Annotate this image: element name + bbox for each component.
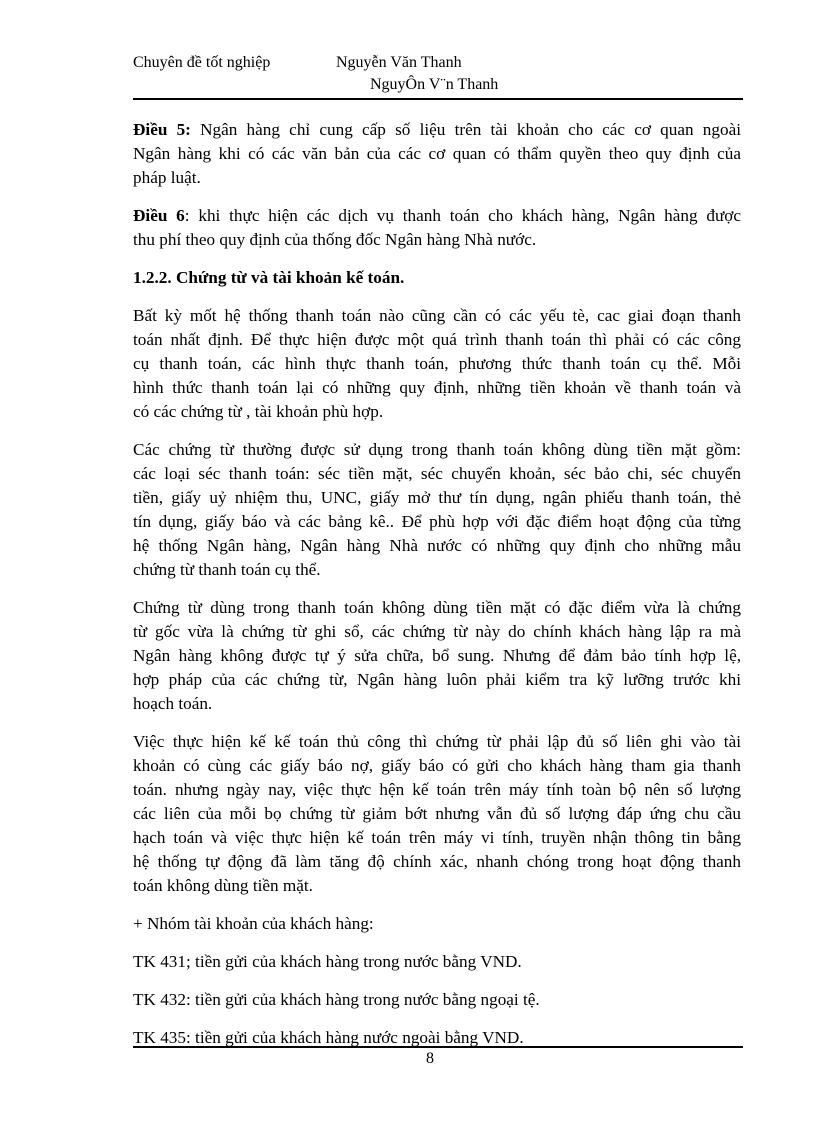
page-header bbox=[133, 54, 743, 100]
article-6-label: Điều 6 bbox=[133, 206, 185, 225]
paragraph-line: hình thức thanh toán lại có những quy định, những tiền khoản về thanh toán và bbox=[133, 378, 741, 397]
header-rule bbox=[133, 98, 743, 100]
paragraph-4 bbox=[133, 730, 741, 898]
paragraph-line: khoản có cùng các giấy báo nợ, giấy báo có gửi cho khách hàng tham gia thanh bbox=[133, 756, 741, 775]
document-body bbox=[133, 118, 741, 1050]
paragraph-line: tiền, giấy uỷ nhiệm thu, UNC, giấy mở thư tín dụng, ngân phiếu thanh toán, thẻ bbox=[133, 488, 741, 507]
paragraph-line: hệ thống Ngân hàng, Ngân hàng Nhà nước có những quy định cho những mẫu bbox=[133, 536, 741, 555]
footer-rule bbox=[133, 1046, 743, 1048]
account-item: TK 435: tiền gửi của khách hàng nước ngoài bằng VND. bbox=[133, 1028, 524, 1047]
paragraph-line: các loại séc thanh toán: séc tiền mặt, séc chuyển khoản, séc bảo chi, séc chuyển bbox=[133, 464, 741, 483]
paragraph-line: từ gốc vừa là chứng từ ghi sổ, các chứng từ này do chính khách hàng lập ra mà bbox=[133, 622, 741, 641]
paragraph-line: hệ thống tự động đã làm tăng độ chính xác, nhanh chóng trong hoạt động thanh bbox=[133, 852, 741, 871]
paragraph-line: Các chứng từ thường được sử dụng trong thanh toán không dùng tiền mặt gồm: bbox=[133, 440, 741, 459]
article-6 bbox=[133, 204, 741, 252]
header-author: Nguyễn Văn Thanh bbox=[336, 54, 462, 71]
paragraph-line: chứng từ thanh toán cụ thể. bbox=[133, 560, 321, 579]
article-5-line-1: Ngân hàng chỉ cung cấp số liệu trên tài khoản cho các cơ quan ngoài bbox=[190, 120, 741, 139]
paragraph-3 bbox=[133, 596, 741, 716]
article-5-label: Điều 5: bbox=[133, 120, 191, 139]
account-item: TK 432: tiền gửi của khách hàng trong nước bằng ngoại tệ. bbox=[133, 990, 540, 1009]
paragraph-line: hợp pháp của các chứng từ, Ngân hàng luôn phải kiểm tra kỹ lưỡng trước khi bbox=[133, 670, 741, 689]
page-number: 8 bbox=[426, 1050, 434, 1067]
paragraph-line: toán. nhưng ngày nay, việc thực hện kế toán trên máy tính toàn bộ nên số lượng bbox=[133, 780, 741, 799]
paragraph-line: Chứng từ dùng trong thanh toán không dùng tiền mặt có đặc điểm vừa là chứng bbox=[133, 598, 741, 617]
paragraph-line: hoạch toán. bbox=[133, 694, 213, 713]
paragraph-line: cụ thanh toán, các hình thực thanh toán, phương thức thanh toán cụ thể. Mỗi bbox=[133, 354, 741, 373]
section-heading: 1.2.2. Chứng từ và tài khoản kế toán. bbox=[133, 268, 405, 287]
paragraph-line: Ngân hàng không được tự ý sửa chữa, bổ sung. Nhưng để đảm bảo tính hợp lệ, bbox=[133, 646, 741, 665]
header-title: Chuyên đề tốt nghiệp bbox=[133, 54, 271, 71]
article-6-line-1: : khi thực hiện các dịch vụ thanh toán cho khách hàng, Ngân hàng được bbox=[184, 206, 741, 225]
article-6-line-2: thu phí theo quy định của thống đốc Ngân hàng Nhà nước. bbox=[133, 230, 537, 249]
paragraph-line: tín dụng, giấy báo và các bảng kê.. Để phù hợp với đặc điểm hoạt động của từng bbox=[133, 512, 741, 531]
account-item: TK 431; tiền gửi của khách hàng trong nước bằng VND. bbox=[133, 952, 522, 971]
paragraph-line: hạch toán và việc thực hiện kế toán trên máy vi tính, truyền nhận thông tin bằng bbox=[133, 828, 741, 847]
paragraph-line: có các chứng từ , tài khoản phù hợp. bbox=[133, 402, 384, 421]
paragraph-line: các liên của mỗi bọ chứng từ giảm bớt nhưng vẫn đủ số lượng đáp ứng chu cầu bbox=[133, 804, 741, 823]
paragraph-line: Việc thực hiện kế kế toán thủ công thì chứng từ phải lập đủ số liên ghi vào tài bbox=[133, 732, 741, 751]
article-5-line-3: pháp luật. bbox=[133, 168, 201, 187]
group-heading: + Nhóm tài khoản của khách hàng: bbox=[133, 914, 374, 933]
paragraph-2 bbox=[133, 438, 741, 582]
header-author-garbled: NguyÔn V¨n Thanh bbox=[370, 76, 499, 93]
article-5-line-2: Ngân hàng khi có các văn bản của các cơ quan có thẩm quyền theo quy định của bbox=[133, 144, 741, 163]
article-5 bbox=[133, 118, 741, 190]
paragraph-line: toán không dùng tiền mặt. bbox=[133, 876, 313, 895]
paragraph-1 bbox=[133, 304, 741, 424]
paragraph-line: Bất kỳ mốt hệ thống thanh toán nào cũng cần có các yếu tè, cac giai đoạn thanh bbox=[133, 306, 741, 325]
paragraph-line: toán nhất định. Để thực hiện được một quá trình thanh toán thì phải có các công bbox=[133, 330, 741, 349]
